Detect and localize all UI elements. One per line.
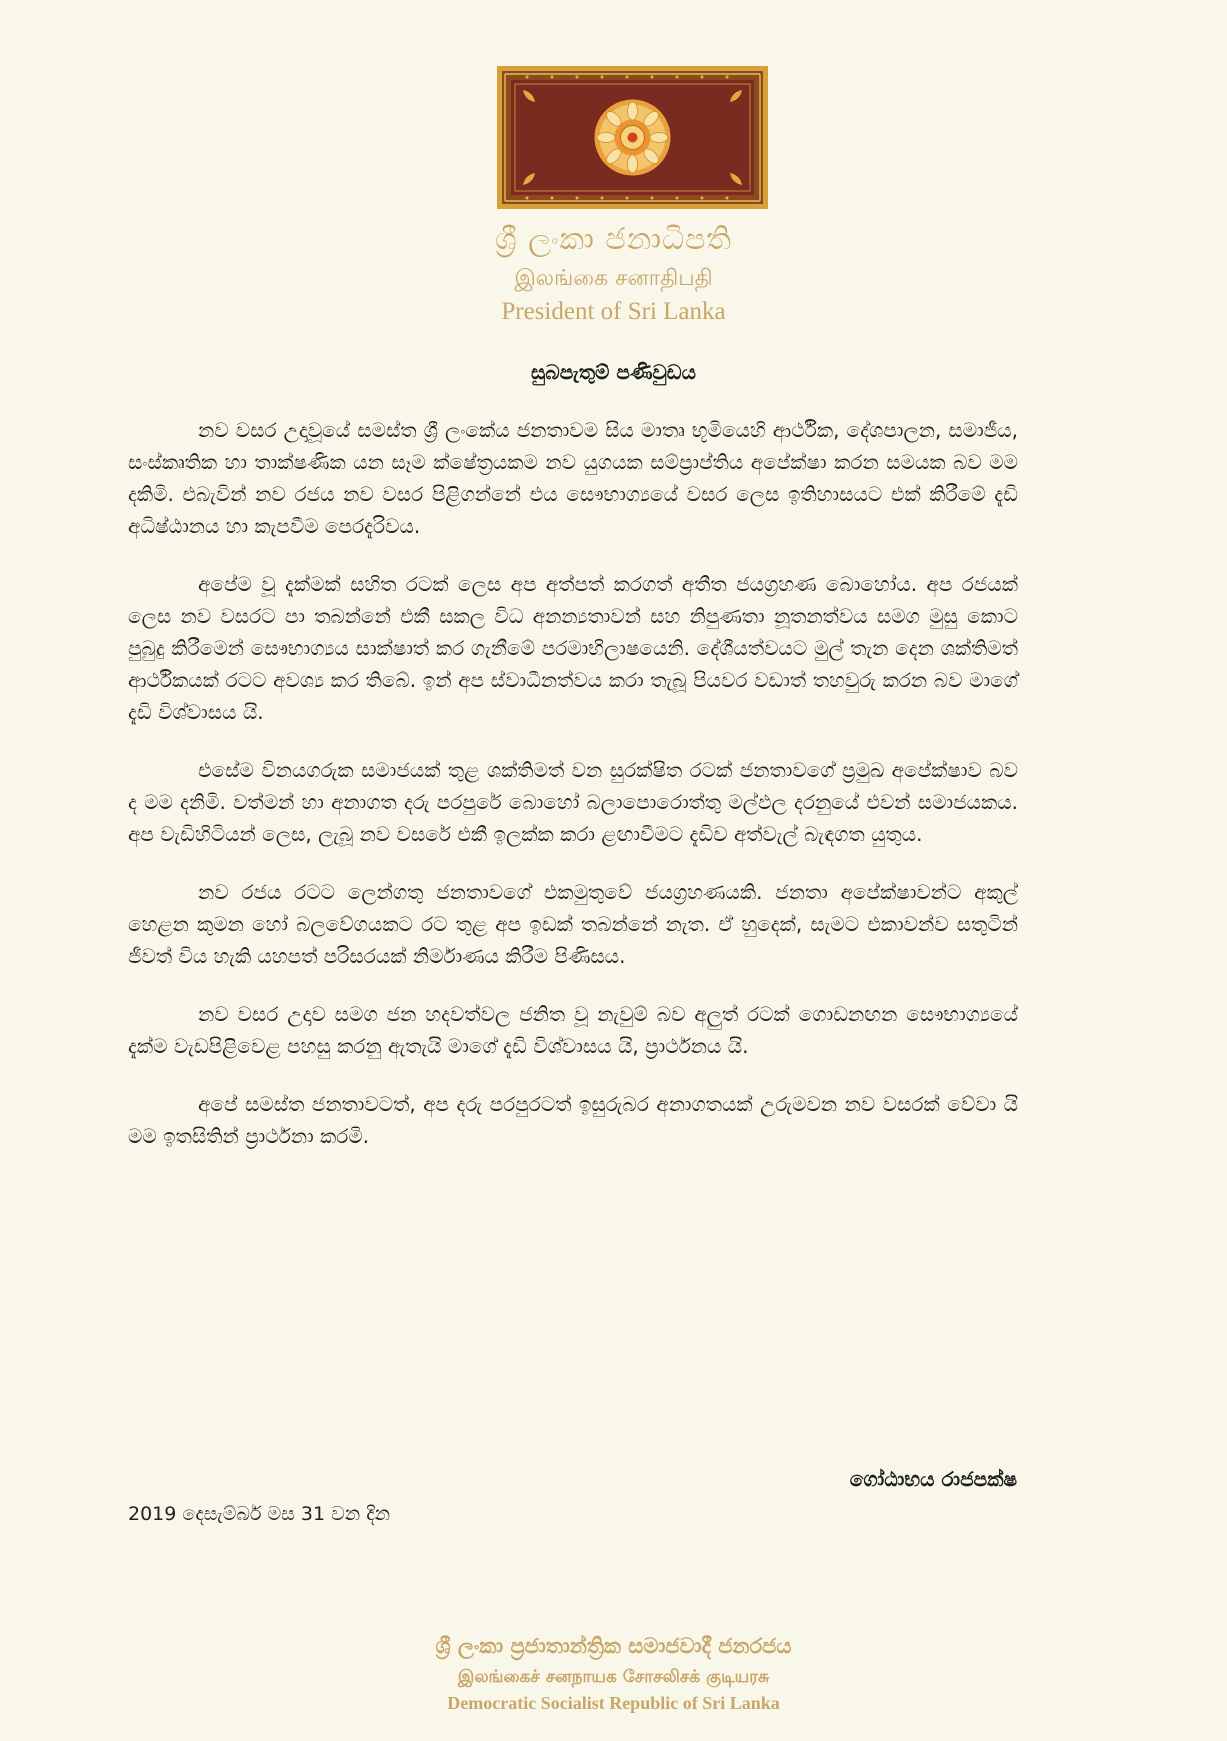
footer-republic-english: Democratic Socialist Republic of Sri Lanka <box>447 1693 780 1713</box>
footer-republic-tamil: இலங்கைச் சனநாயக சோசலிசக் குடியரசு <box>457 1667 770 1687</box>
paragraph-6: අපේ සමස්ත ජනතාවටත්, අප දරු පරපුරටත් ඉසුරුබර අනාගතයක් උරුමවන නව වසරක් වේවා යි මම ඉතසිතින් ප්‍රාර්ථනා කරමි. <box>128 1092 1018 1148</box>
paragraph-1: නව වසර උදාවූයේ සමස්ත ශ්‍රී ලංකේය ජනතාවම සිය මාතෘ භූමියෙහි ආර්ථික, දේශපාලන, සමාජීය, සංස්කෘතික හා තාක්ෂණික යන සෑම ක්ෂේත්‍රයකම නව යුගයක සම්ප්‍රාප්තිය අපේක්ෂා කරන සමයක බව මම දකිමි. එබැවින් නව රජය නව වසර පිළිගන්නේ එය සෞභාග්‍යයේ වසර ලෙස ඉතිහාසයට එක් කිරීමේ දැඩි අධිෂ්ඨානය හා කැපවීම පෙරදැරිවය. <box>128 418 1018 538</box>
signatory-name: ගෝඨාභය රාජපක්ෂ <box>849 1467 1017 1491</box>
letter-date: 2019 දෙසැම්බර් මස 31 වන දින <box>128 1503 391 1525</box>
letter-body <box>128 414 1018 1178</box>
letterhead-title-tamil: இலங்கை சனாதிபதி <box>514 266 713 291</box>
paragraph-4: නව රජය රටට ලෙන්ගතු ජනතාවගේ එකමුතුවේ ජයග්‍රහණයකි. ජනතා අපේක්ෂාවන්ට අකුල් හෙළන කුමන හෝ බලවේගයකට රට තුළ අප ඉඩක් තබන්නේ නැත. ඒ හුදෙක්, සැමට එකාවන්ව සතුටින් ජීවත් විය හැකි යහපත් පරිසරයක් නිර්මාණය කිරීම පිණිසය. <box>128 880 1018 968</box>
paragraph-2: අපේම වූ දැක්මක් සහිත රටක් ලෙස අප අත්පත් කරගත් අතීත ජයග්‍රහණ බොහෝය. අප රජයක් ලෙස නව වසරට පා තබන්නේ එකී සකල විධ අනන්‍යතාවන් සහ නිපුණතා නූතනත්වය සමග මුසු කොට පුබුදු කිරීමෙන් සෞභාග්‍යය සාක්ෂාත් කර ගැනීමේ පරමාභිලාෂයෙනි. දේශීයත්වයට මුල් තැන දෙන ශක්තිමත් ආර්ථිකයක් රටට අවශ්‍ය කර තිබේ. ඉන් අප ස්වාධීනත්වය කරා තැබූ පියවර වඩාත් තහවුරු කරන බව මාගේ දැඩි විශ්වාසය යි. <box>128 572 1018 724</box>
paragraph-5: නව වසර උදාව සමග ජන හදවත්වල ජනිත වූ නැවුම් බව අලුත් රටක් ගොඩනඟන සෞභාග්‍යයේ දැක්ම වැඩපිළිවෙළ පහසු කරනු ඇතැයි මාගේ දැඩි විශ්වාසය යි, ප්‍රාර්ථනය යි. <box>128 1002 1018 1058</box>
letterhead-title-sinhala: ශ්‍රී ලංකා ජනාධිපති <box>495 222 732 257</box>
footer-republic-sinhala: ශ්‍රී ලංකා ප්‍රජාතාන්ත්‍රික සමාජවාදී ජනරජය <box>435 1634 792 1658</box>
letter-heading: සුබපැතුම් පණිවුඩය <box>531 360 696 384</box>
presidential-flag-emblem <box>497 66 768 209</box>
paragraph-3: එසේම විනයගරුක සමාජයක් තුළ ශක්තිමත් වන සුරක්ෂිත රටක් ජනතාවගේ ප්‍රමුඛ අපේක්ෂාව බව ද මම දනිමි. වත්මන් හා අනාගත දරු පරපුරේ බොහෝ බලාපොරොත්තු මල්ඵල දරනුයේ එවන් සමාජයකය. අප වැඩිහිටියන් ලෙස, ලැබූ නව වසරේ එකී ඉලක්ක කරා ළඟාවීමට දැඩිව අත්වැල් බැඳගත යුතුය. <box>128 758 1018 846</box>
letterhead-title-english: President of Sri Lanka <box>501 298 726 325</box>
